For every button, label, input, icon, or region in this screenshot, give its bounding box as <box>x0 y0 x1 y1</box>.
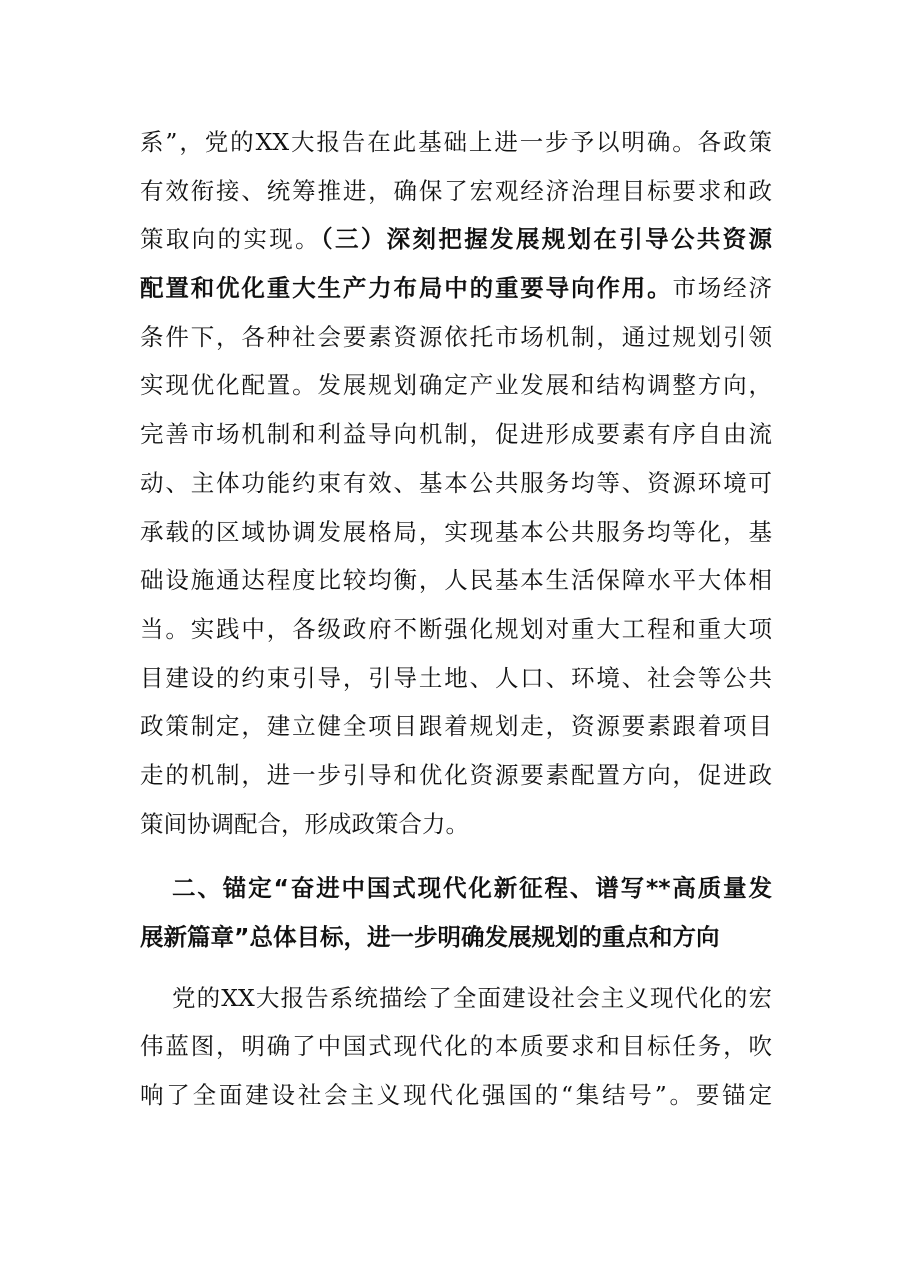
text-line: 策间协调配合，形成政策合力。 <box>140 809 469 838</box>
text-line: 党的XX大报告系统描绘了全面建设社会主义现代化的宏 <box>172 983 772 1012</box>
text-line: 完善市场机制和利益导向机制，促进形成要素有序自由流 <box>140 420 772 449</box>
text-line: 系”，党的XX大报告在此基础上进一步予以明确。各政策 <box>140 128 772 156</box>
text-run: 策取向的实现。 <box>140 225 321 254</box>
text-line: 政策制定，建立健全项目跟着规划走，资源要素跟着项目 <box>140 712 772 741</box>
body-paragraph <box>140 974 772 1120</box>
text-line: 走的机制，进一步引导和优化资源要素配置方向，促进政 <box>140 760 772 789</box>
text-line: 当。实践中，各级政府不断强化规划对重大工程和重大项 <box>140 614 772 643</box>
text-line: 承载的区域协调发展格局，实现基本公共服务均等化，基 <box>140 517 772 546</box>
document-page <box>140 118 772 1120</box>
text-line: 目建设的约束引导，引导土地、人口、环境、社会等公共 <box>140 663 772 692</box>
text-run: 市场经济 <box>672 274 773 303</box>
heading-line: 展新篇章”总体目标，进一步明确发展规划的重点和方向 <box>140 923 720 951</box>
text-line: 动、主体功能约束有效、基本公共服务均等、资源环境可 <box>140 468 772 497</box>
section-heading <box>140 864 772 961</box>
text-line: 伟蓝图，明确了中国式现代化的本质要求和目标任务，吹 <box>140 1032 772 1061</box>
text-line: 条件下，各种社会要素资源依托市场机制，通过规划引领 <box>140 322 772 351</box>
subheading-run: 配置和优化重大生产力布局中的重要导向作用。 <box>140 274 673 303</box>
text-line: 实现优化配置。发展规划确定产业发展和结构调整方向， <box>140 371 772 400</box>
text-line: 础设施通达程度比较均衡，人民基本生活保障水平大体相 <box>140 566 772 595</box>
text-line <box>140 264 772 313</box>
text-line <box>140 215 772 264</box>
text-line: 有效衔接、统筹推进，确保了宏观经济治理目标要求和政 <box>140 176 772 205</box>
heading-line: 二、锚定“奋进中国式现代化新征程、谱写**高质量发 <box>172 874 772 903</box>
body-paragraph <box>140 118 772 848</box>
subheading-run: （三）深刻把握发展规划在引导公共资源 <box>320 225 772 254</box>
text-line: 响了全面建设社会主义现代化强国的“集结号”。要锚定 <box>140 1081 772 1110</box>
